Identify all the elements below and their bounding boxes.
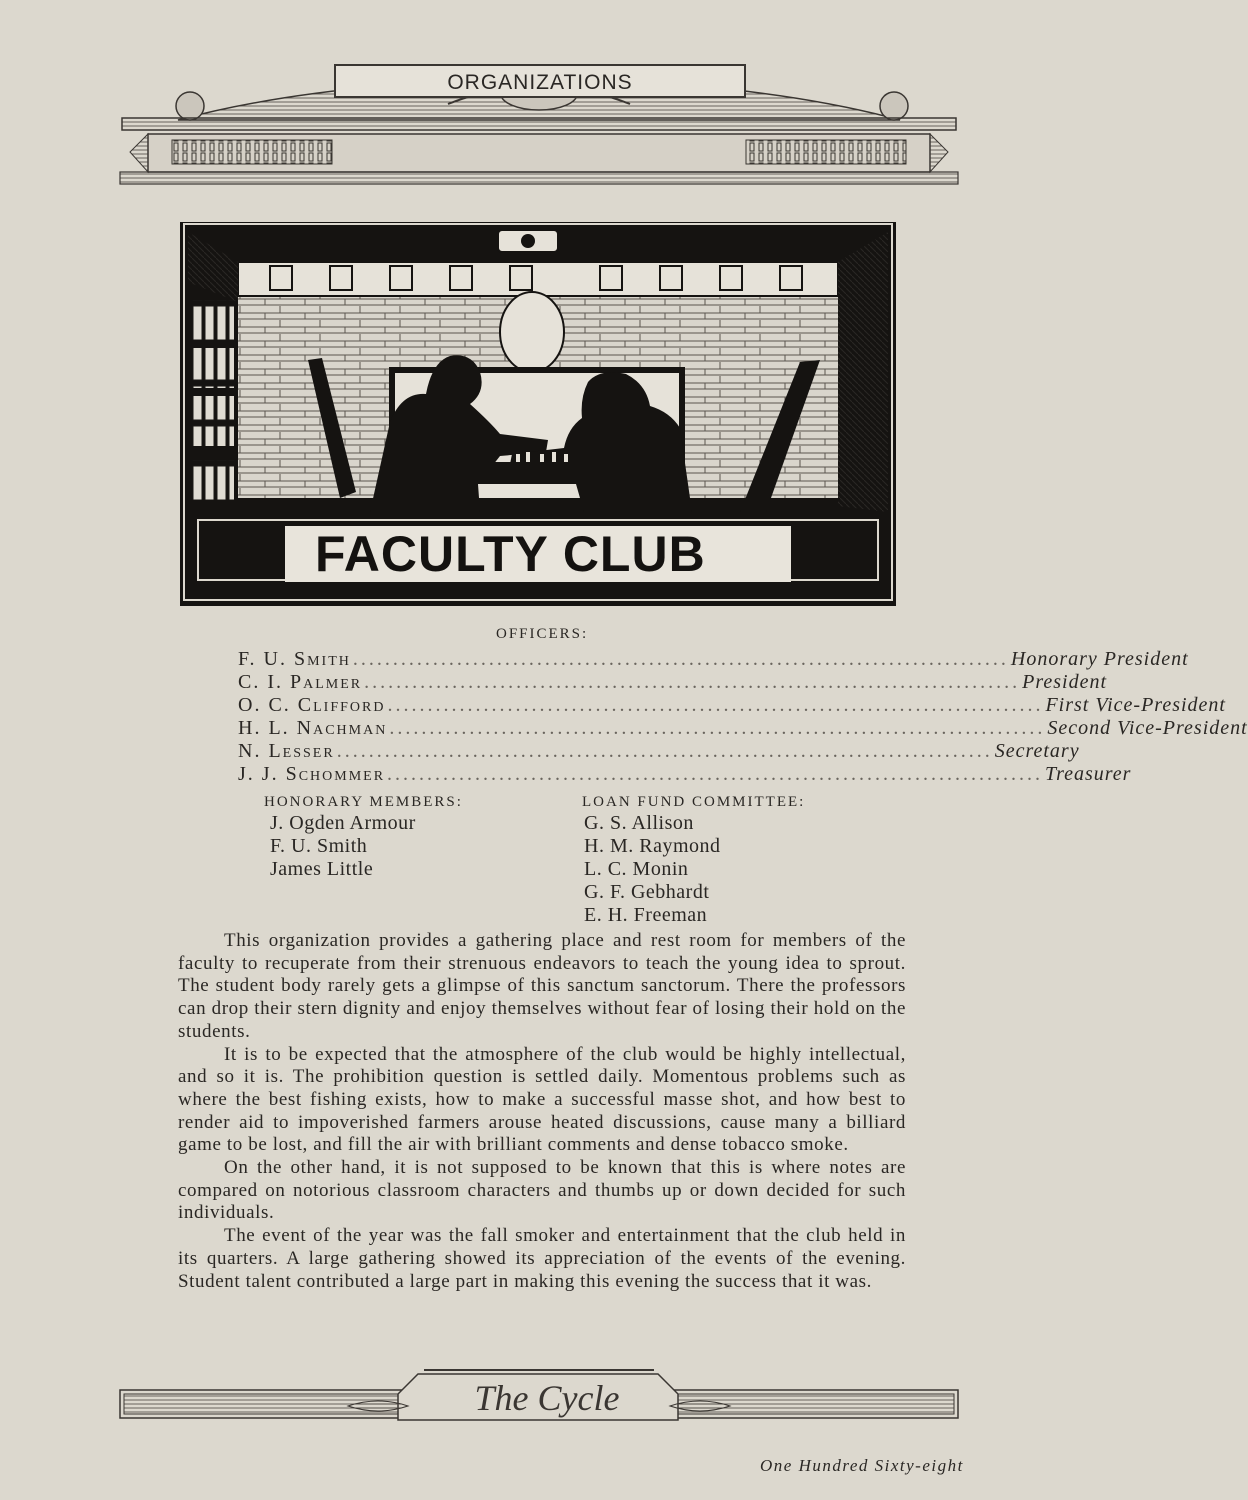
officer-row <box>238 648 1189 670</box>
officer-name: J. J. Schommer <box>238 763 386 785</box>
article-body <box>178 930 906 1293</box>
officer-name: F. U. Smith <box>238 648 351 670</box>
section-title: ORGANIZATIONS <box>334 64 746 98</box>
list-item: James Little <box>270 858 374 880</box>
leader-dots: .................................................................................. <box>336 740 993 762</box>
footer-title: The Cycle <box>474 1378 620 1418</box>
officer-name: N. Lesser <box>238 740 335 762</box>
officer-role: First Vice-President <box>1045 694 1226 716</box>
officers-heading: OFFICERS: <box>496 626 589 642</box>
officer-role: Treasurer <box>1045 763 1132 785</box>
officer-row <box>238 671 1108 693</box>
honorary-members-list <box>270 812 416 881</box>
officer-role: Secretary <box>994 740 1080 762</box>
honorary-members-heading: HONORARY MEMBERS: <box>264 794 463 810</box>
leader-dots: .................................................................................. <box>387 694 1044 716</box>
officer-row <box>238 740 1080 762</box>
list-item: J. Ogden Armour <box>270 812 416 834</box>
list-item: H. M. Raymond <box>584 835 721 857</box>
paragraph: It is to be expected that the atmosphere of the club would be highly intellectual, and so it is. The prohibition question is settled daily. Momentous problems such as where the best fishing exists, how to make a successful masse shot, and how best to render aid to impoverished farmers arouse heated discussions, cause many a billiard game to be lost, and fill the air with brilliant comments and dense tobacco smoke. <box>178 1043 906 1156</box>
officer-role: Honorary President <box>1010 648 1189 670</box>
page-number: One Hundred Sixty-eight <box>760 1456 964 1475</box>
leader-dots: .................................................................................. <box>389 717 1046 739</box>
leader-dots: .................................................................................. <box>387 763 1044 785</box>
paragraph: On the other hand, it is not supposed to be known that this is where notes are compared on notorious classroom characters and thumbs up or down decided for such individuals. <box>178 1157 906 1224</box>
loan-fund-committee-list <box>584 812 721 927</box>
leader-dots: .................................................................................. <box>352 648 1009 670</box>
list-item: G. F. Gebhardt <box>584 881 710 903</box>
list-item: G. S. Allison <box>584 812 694 834</box>
loan-fund-committee-heading: LOAN FUND COMMITTEE: <box>582 794 806 810</box>
officer-name: C. I. Palmer <box>238 671 363 693</box>
officer-role: President <box>1022 671 1108 693</box>
officer-role: Second Vice-President <box>1047 717 1248 739</box>
list-item: F. U. Smith <box>270 835 368 857</box>
officer-row <box>238 717 1248 739</box>
paragraph: This organization provides a gathering place and rest room for members of the faculty to recuperate from their strenuous endeavors to teach the young idea to sprout. The student body rarely gets a glimpse of this sanctum sanctorum. There the professors can drop their stern dignity and enjoy themselves without fear of losing their hold on the students. <box>178 930 906 1042</box>
officer-name: H. L. Nachman <box>238 717 388 739</box>
officer-row <box>238 763 1132 785</box>
list-item: L. C. Monin <box>584 858 689 880</box>
officer-name: O. C. Clifford <box>238 694 386 716</box>
list-item: E. H. Freeman <box>584 904 708 926</box>
leader-dots: .................................................................................. <box>364 671 1021 693</box>
club-title: FACULTY CLUB <box>285 526 791 582</box>
paragraph: The event of the year was the fall smoker and entertainment that the club held in its quarters. A large gathering showed its appreciation of the events of the evening. Student talent contributed a large part in making this evening the success that it was. <box>178 1225 906 1292</box>
officer-row <box>238 694 1226 716</box>
